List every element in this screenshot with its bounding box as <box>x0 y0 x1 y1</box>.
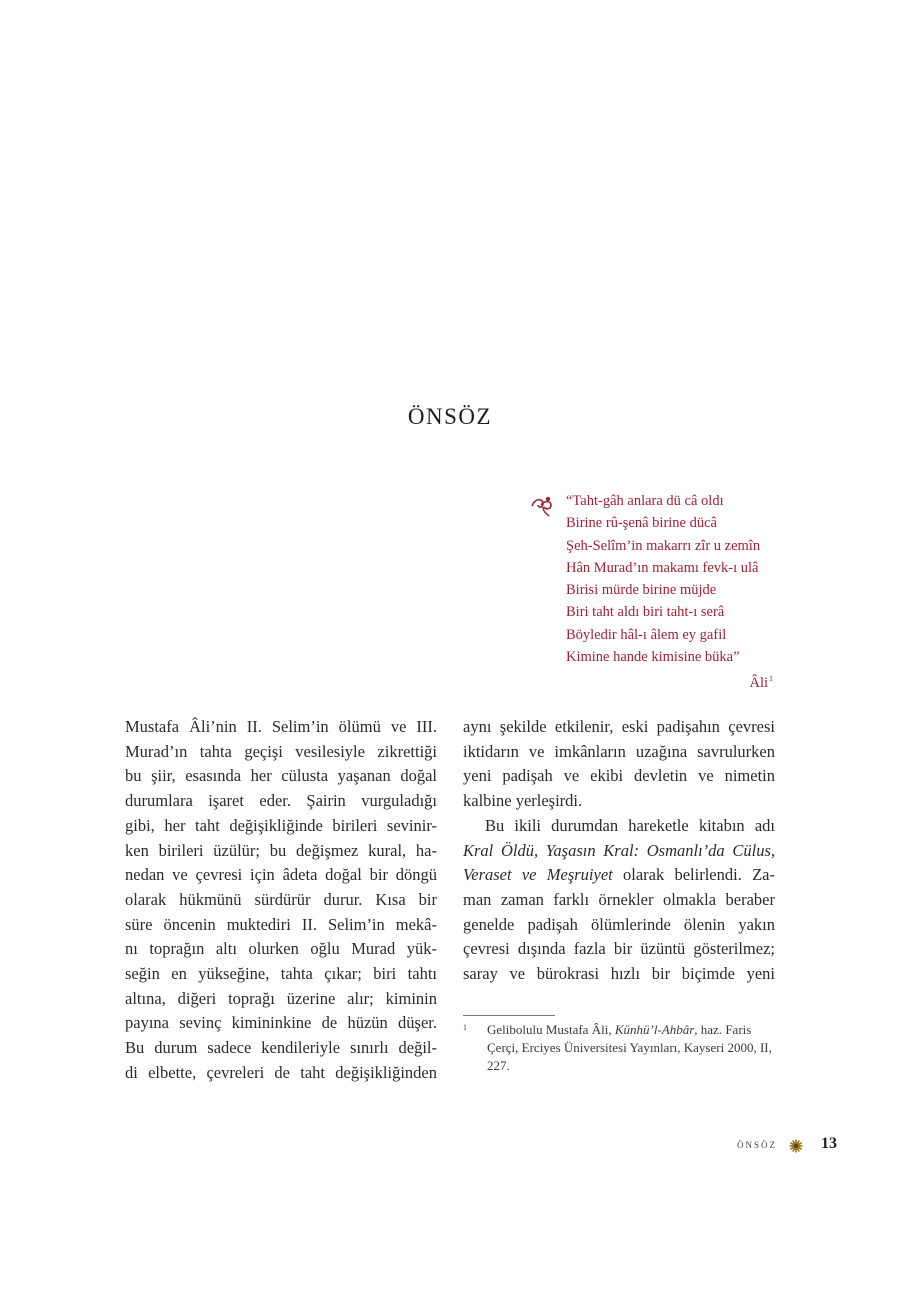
poem-line: Birine rû-şenâ birine dücâ <box>566 515 717 532</box>
text-line: gibi, her taht değişikliğinde birileri sevinir- <box>125 815 437 835</box>
text-line: bu şiir, esasında her cülusta yaşanan doğal <box>125 766 437 786</box>
text-line: çevresi dışında fazla bir üzüntü gösterilmez; <box>463 939 775 959</box>
text-line: Murad’ın tahta geçişi vesilesiyle zikrettiği <box>125 741 437 761</box>
text-line: iktidarın ve imkânların uzağına savrulurken <box>463 741 775 761</box>
footnote-text <box>487 1021 775 1075</box>
footnote-number: 1 <box>463 1023 467 1032</box>
page-number: 13 <box>821 1135 837 1152</box>
text-line: ken birileri üzülür; bu değişmez kural, ha- <box>125 840 437 860</box>
text-line: süre öncenin muktediri II. Selim’in mekâ- <box>125 914 437 934</box>
footnote-divider <box>463 1015 555 1016</box>
text-line: yeni padişah ve ekibi devletin ve nimetin <box>463 766 775 786</box>
paragraph-book-title <box>463 814 775 987</box>
poem-line: “Taht-gâh anlara dü câ oldı <box>566 493 724 509</box>
text-line: nı toprağın altı olurken oğlu Murad yük- <box>125 939 437 959</box>
text-line: olarak hükmünü sürdürür durur. Kısa bir <box>125 889 437 909</box>
epigraph-poem <box>566 490 786 668</box>
poem-line: Birisi mürde birine müjde <box>566 582 717 599</box>
book-title-part-1: Kral Öldü, Yaşasın Kral: Osmanlı’da Cülus, <box>463 840 775 860</box>
text-line: seğin en yükseğine, tahta çıkar; biri tahtı <box>125 964 437 984</box>
book-title-line <box>463 839 775 864</box>
book-title-part-2: Veraset ve Meşruiyet <box>463 865 613 885</box>
poem-line: Kimine hande kimisine büka” <box>566 649 740 666</box>
text-line: Mustafa Âli’nin II. Selim’in ölümü ve III. <box>125 717 437 736</box>
body-column-right <box>463 715 775 987</box>
attribution-name: Âli <box>749 674 768 691</box>
floral-fleuron-icon <box>529 492 555 518</box>
paragraph-continuation <box>463 715 775 814</box>
running-head: ÖNSÖZ <box>737 1140 778 1150</box>
text-line: durumlara işaret eder. Şairin vurguladığı <box>125 791 437 811</box>
poem-attribution <box>749 674 773 692</box>
poem-line: Biri taht aldı biri taht-ı serâ <box>566 604 725 621</box>
text-line: payına sevinç kimininkine de hüzün düşer. <box>125 1013 437 1033</box>
text-line: genelde padişah ölümlerinde ölenin yakın <box>463 914 775 934</box>
footnote-text-pre: Gelibolulu Mustafa Âli, <box>487 1022 612 1037</box>
text-line: altına, diğeri toprağı üzerine alır; kiminin <box>125 988 437 1008</box>
text-line: nedan ve çevresi için âdeta doğal bir döngü <box>125 865 437 885</box>
footnote-book-title: Künhü’l-Ahbâr <box>614 1022 695 1037</box>
page-title: ÖNSÖZ <box>407 404 493 429</box>
text-line: Bu ikili durumdan hareketle kitabın adı <box>485 815 775 835</box>
text-line: di elbette, çevreleri de taht değişikliğinden <box>125 1062 437 1082</box>
body-column-left <box>125 715 437 1086</box>
poem-line: Hân Murad’ın makamı fevk-ı ulâ <box>566 559 759 576</box>
footnote-text-post: , haz. Faris Çerçi, Erciyes Üniversitesi Yayınları, Kayseri 2000, II, 227. <box>487 1022 772 1073</box>
text-line: Bu durum sadece kendileriyle sınırlı değil- <box>125 1038 437 1058</box>
text-line: saray ve bürokrasi hızlı bir biçimde yeni <box>463 964 775 984</box>
text-line: aynı şekilde etkilenir, eski padişahın çevresi <box>463 717 775 736</box>
sun-rosette-icon <box>788 1138 804 1154</box>
text-line <box>463 863 775 888</box>
footnote <box>463 1021 775 1075</box>
footnote-reference: 1 <box>769 674 773 683</box>
text-line: kalbine yerleşirdi. <box>463 791 583 811</box>
text-fragment: olarak belirlendi. Za- <box>623 865 776 885</box>
text-line: man zaman farklı örnekler olmakla beraber <box>463 889 775 909</box>
poem-line: Böyledir hâl-ı âlem ey gafil <box>566 626 727 643</box>
poem-line: Şeh-Selîm’in makarrı zîr u zemîn <box>566 537 761 554</box>
